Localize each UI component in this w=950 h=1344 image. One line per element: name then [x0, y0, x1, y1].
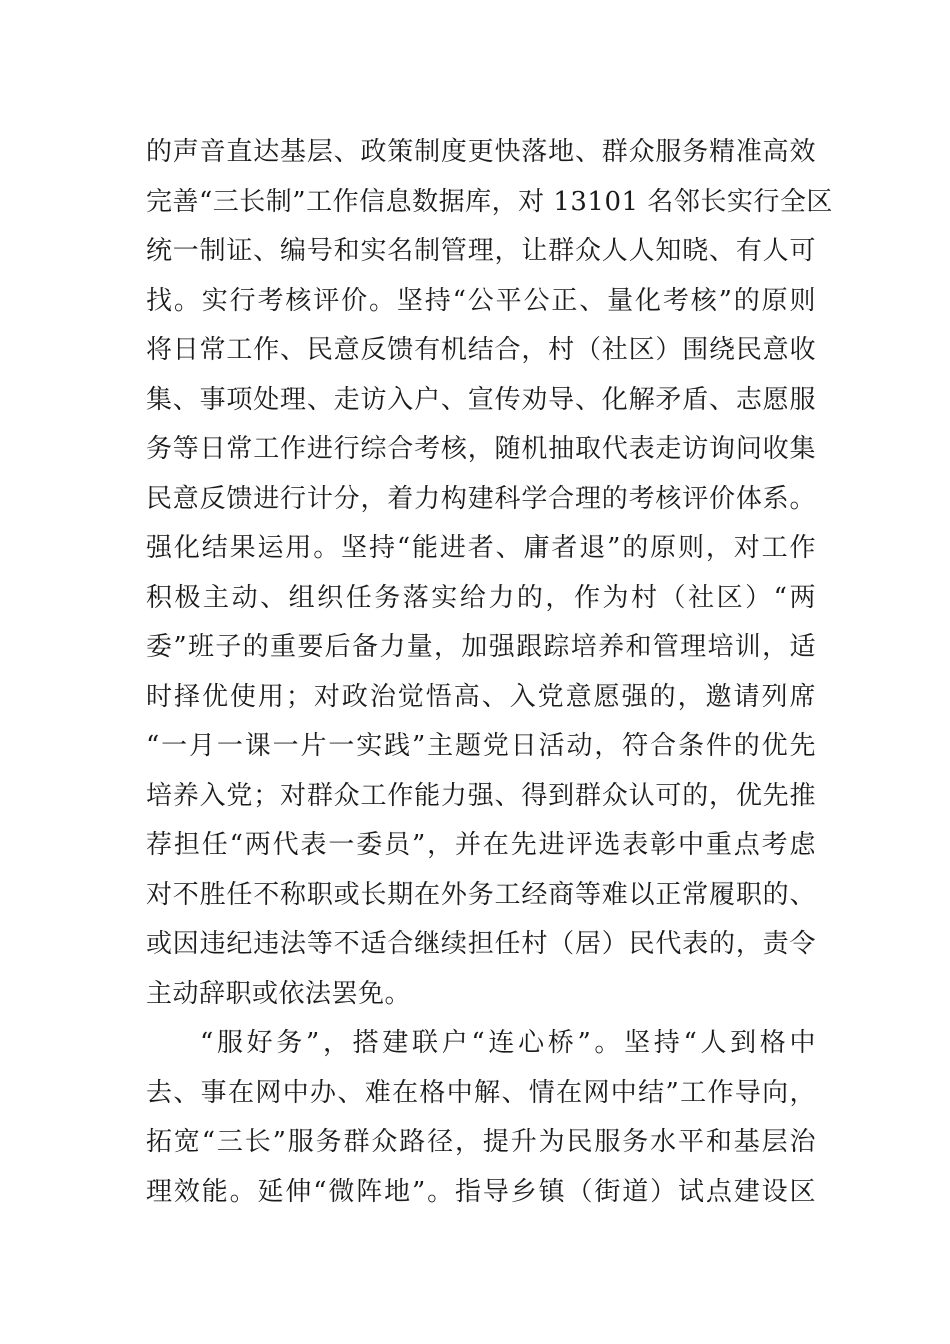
text-line: 去、事在网中办、难在格中解、情在网中结”工作导向，	[146, 1077, 816, 1108]
text-line: 统一制证、编号和实名制管理，让群众人人知晓、有人可	[146, 236, 816, 266]
text-line: 的声音直达基层、政策制度更快落地、群众服务精准高效	[146, 137, 816, 167]
text-line: 完善“三长制”工作信息数据库，对 13101 名邻长实行全区	[146, 186, 833, 217]
text-line: 荐担任“两代表一委员”，并在先进评选表彰中重点考虑	[146, 830, 816, 860]
text-line: “一月一课一片一实践”主题党日活动，符合条件的优先	[146, 731, 816, 761]
text-line: 强化结果运用。坚持“能进者、庸者退”的原则，对工作	[146, 533, 816, 563]
text-line: 对不胜任不称职或长期在外务工经商等难以正常履职的、	[146, 879, 816, 910]
text-line: 积极主动、组织任务落实给力的，作为村（社区）“两	[146, 582, 816, 613]
text-line: 务等日常工作进行综合考核，随机抽取代表走访询问收集	[146, 434, 816, 464]
body-text	[146, 128, 833, 1217]
text-line: 集、事项处理、走访入户、宣传劝导、化解矛盾、志愿服	[146, 384, 816, 415]
text-line: 拓宽“三长”服务群众路径，提升为民服务水平和基层治	[146, 1127, 816, 1157]
text-line: 理效能。延伸“微阵地”。指导乡镇（街道）试点建设区	[146, 1176, 816, 1207]
text-line: 培养入党；对群众工作能力强、得到群众认可的，优先推	[146, 780, 816, 811]
text-line: 委”班子的重要后备力量，加强跟踪培养和管理培训，适	[146, 632, 816, 662]
text-line: 民意反馈进行计分，着力构建科学合理的考核评价体系。	[146, 483, 816, 514]
text-line: 时择优使用；对政治觉悟高、入党意愿强的，邀请列席	[146, 681, 816, 712]
text-line: 将日常工作、民意反馈有机结合，村（社区）围绕民意收	[146, 335, 816, 365]
text-line: 或因违纪违法等不适合继续担任村（居）民代表的，责令	[146, 929, 816, 959]
text-line: 主动辞职或依法罢免。	[146, 978, 412, 1009]
text-line: “服好务”，搭建联户“连心桥”。坚持“人到格中	[200, 1028, 816, 1058]
text-line: 找。实行考核评价。坚持“公平公正、量化考核”的原则	[146, 285, 816, 316]
